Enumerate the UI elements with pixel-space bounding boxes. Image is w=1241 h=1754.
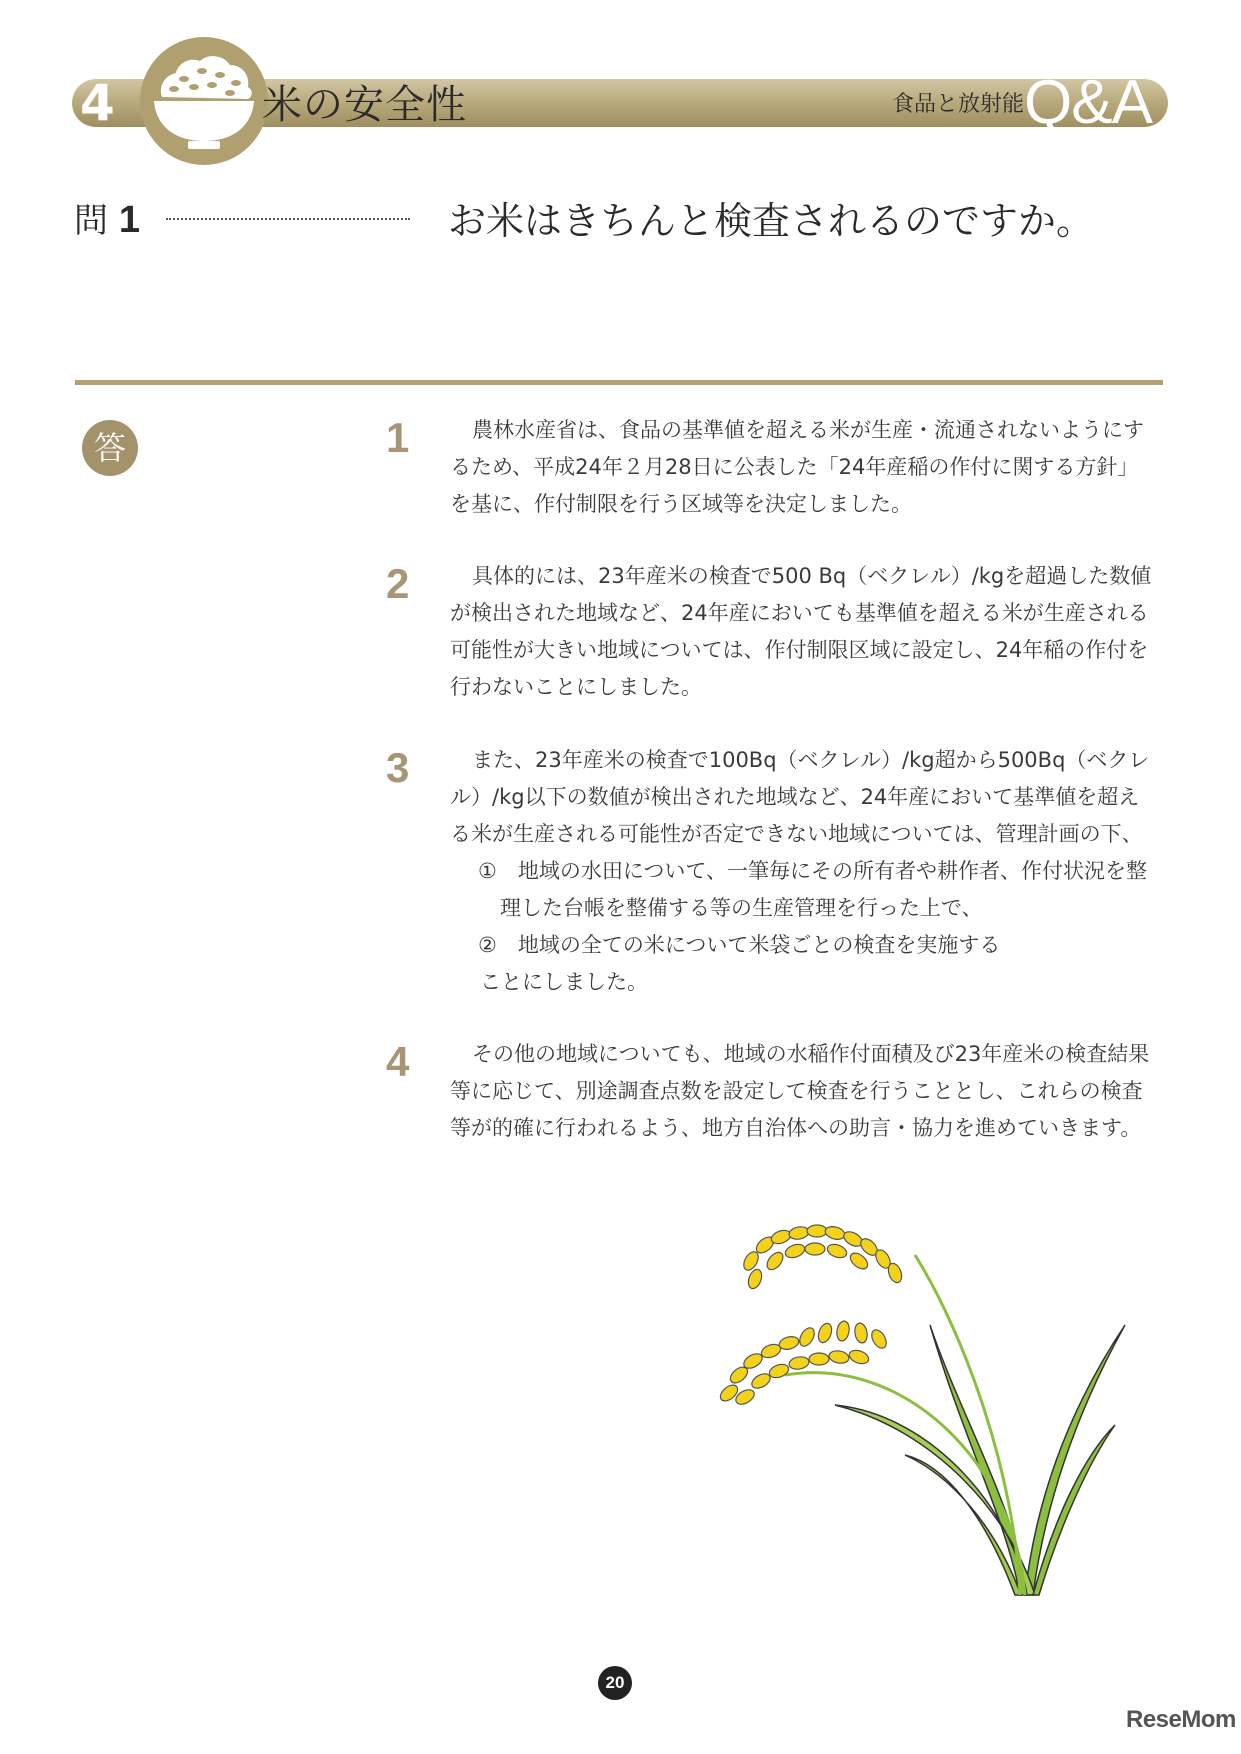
- answer-badge: 答: [82, 420, 138, 476]
- page-number: 20: [598, 1666, 632, 1700]
- chapter-number: 4: [80, 74, 113, 132]
- answer-item-number: 3: [386, 744, 410, 791]
- dotted-leader: [166, 218, 410, 220]
- question-number: 1: [118, 199, 140, 241]
- chapter-title: 米の安全性: [262, 82, 467, 128]
- answer-item-number: 1: [386, 414, 410, 461]
- series-label: 食品と放射能: [892, 92, 1025, 117]
- answer-item-text: 具体的には、23年産米の検査で500 Bq（ベクレル）/kgを超過した数値が検出された地域など、24年産においても基準値を超える米が生産される可能性が大きい地域については、作付制限区域に設定し、24年稲の作付を行わないことにしました。: [450, 564, 1152, 699]
- watermark-logo: ReseMom: [1126, 1706, 1236, 1733]
- answer-item-text: また、23年産米の検査で100Bq（ベクレル）/kg超から500Bq（ベクレル）/kg以下の数値が検出された地域など、24年産において基準値を超える米が生産される可能性が否定できない地域については、管理計画の下、: [450, 748, 1150, 846]
- question-label-text: 問: [74, 201, 108, 241]
- answer-subitem-1: ① 地域の水田について、一筆毎にその所有者や耕作者、作付状況を整: [478, 859, 1147, 883]
- rice-bowl-icon: [144, 45, 264, 155]
- question-label: [74, 198, 140, 243]
- series-qa-logo: Q&A: [1024, 68, 1152, 137]
- answer-subitem-1-cont: 理した台帳を整備する等の生産管理を行った上で、: [500, 896, 983, 920]
- answer-item-text: その他の地域についても、地域の水稲作付面積及び23年産米の検査結果等に応じて、別途調査点数を設定して検査を行うこととし、これらの検査等が的確に行われるよう、地方自治体への助言・協力を進めていきます。: [450, 1042, 1150, 1140]
- answer-item-text: 農林水産省は、食品の基準値を超える米が生産・流通されないようにするため、平成24年２月28日に公表した「24年産稲の作付に関する方針」を基に、作付制限を行う区域等を決定しました。: [450, 418, 1144, 516]
- answer-subitem-2: ② 地域の全ての米について米袋ごとの検査を実施する: [478, 933, 1001, 957]
- rice-plant-illustration: [715, 1215, 1135, 1615]
- question-text: お米はきちんと検査されるのですか。: [448, 199, 1095, 243]
- answer-item-closing: ことにしました。: [480, 970, 648, 994]
- section-divider: [75, 380, 1163, 385]
- answer-item-number: 4: [386, 1038, 410, 1085]
- answer-item-number: 2: [386, 560, 410, 607]
